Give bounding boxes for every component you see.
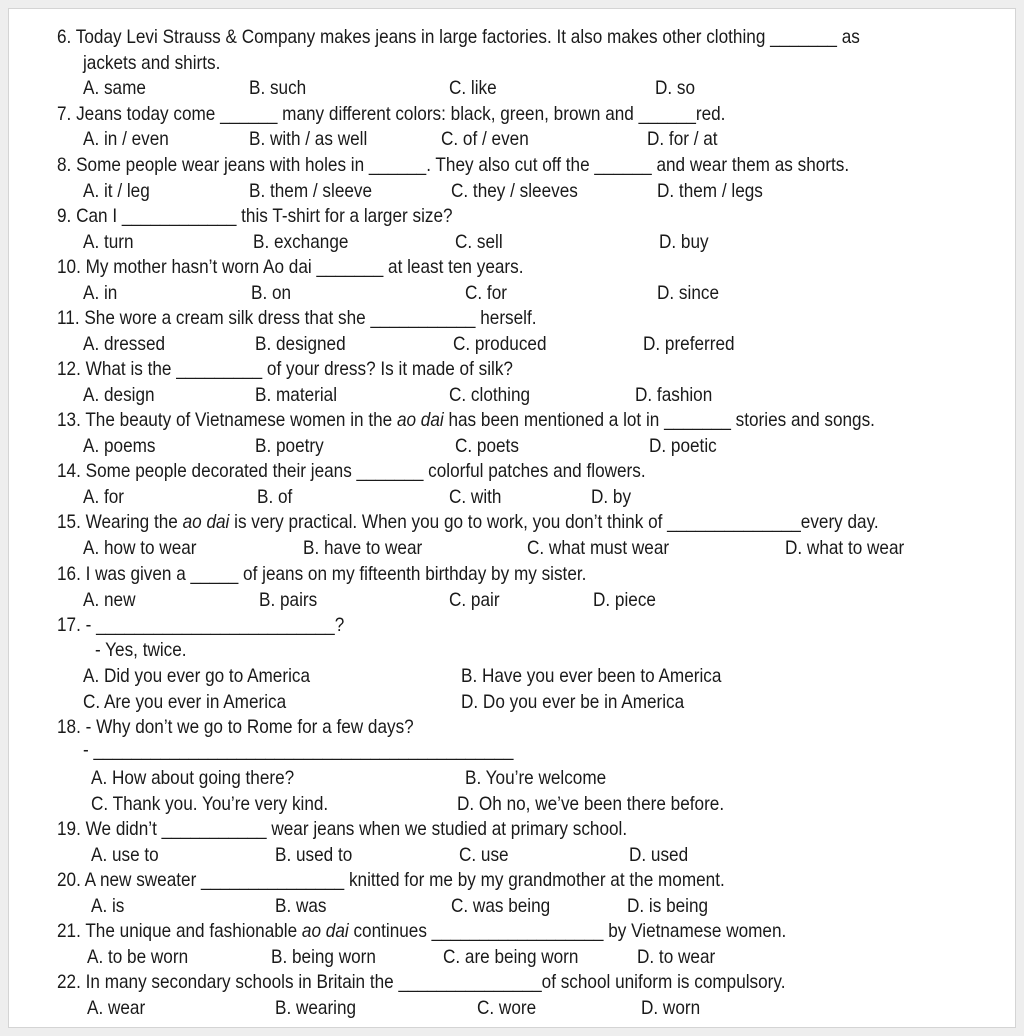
question-20-option-d: D. is being [627, 895, 709, 917]
question-12-option-a: A. design [83, 384, 155, 406]
question-8-option-c: C. they / sleeves [451, 180, 578, 202]
question-18-reply: - ____________________________________________ [83, 739, 514, 761]
question-15-option-b: B. have to wear [303, 537, 423, 559]
question-9-option-b: B. exchange [253, 231, 349, 253]
question-9-option-d: D. buy [659, 231, 709, 253]
question-12-option-c: C. clothing [449, 384, 531, 406]
question-16-option-b: B. pairs [259, 589, 318, 611]
question-7-option-c: C. of / even [441, 128, 529, 150]
question-20-option-b: B. was [275, 895, 327, 917]
question-15-option-a: A. how to wear [83, 537, 197, 559]
question-22-stem: 22. In many secondary schools in Britain the _______________of school uniform is compulsory. [57, 971, 786, 993]
question-11-option-b: B. designed [255, 333, 346, 355]
question-10-stem: 10. My mother hasn’t worn Ao dai _______ at least ten years. [57, 256, 524, 278]
question-14-option-c: C. with [449, 486, 502, 508]
question-17-option-a: A. Did you ever go to America [83, 665, 311, 687]
question-6-stem-continuation: jackets and shirts. [83, 52, 221, 74]
question-21-option-d: D. to wear [637, 946, 716, 968]
question-21-stem: 21. The unique and fashionable ao dai continues __________________ by Vietnamese women. [57, 920, 787, 942]
question-19-option-c: C. use [459, 844, 509, 866]
question-19-stem: 19. We didn’t ___________ wear jeans when we studied at primary school. [57, 818, 628, 840]
question-8-option-a: A. it / leg [83, 180, 150, 202]
question-8-option-b: B. them / sleeve [249, 180, 373, 202]
question-21-option-b: B. being worn [271, 946, 376, 968]
question-10-option-c: C. for [465, 282, 507, 304]
question-7-stem: 7. Jeans today come ______ many different colors: black, green, brown and ______red. [57, 103, 726, 125]
question-19-option-b: B. used to [275, 844, 353, 866]
question-17-option-d: D. Do you ever be in America [461, 691, 685, 713]
question-8-option-d: D. them / legs [657, 180, 763, 202]
question-11-option-c: C. produced [453, 333, 547, 355]
question-14-stem: 14. Some people decorated their jeans _______ colorful patches and flowers. [57, 460, 646, 482]
question-18-option-c: C. Thank you. You’re very kind. [91, 793, 329, 815]
question-11-stem: 11. She wore a cream silk dress that she ___________ herself. [57, 307, 537, 329]
question-16-option-c: C. pair [449, 589, 500, 611]
question-13-stem: 13. The beauty of Vietnamese women in the ao dai has been mentioned a lot in _______ stories and songs. [57, 409, 875, 431]
question-17-option-c: C. Are you ever in America [83, 691, 287, 713]
question-17-reply: - Yes, twice. [95, 639, 187, 661]
question-16-option-a: A. new [83, 589, 136, 611]
question-11-option-a: A. dressed [83, 333, 166, 355]
question-14-option-b: B. of [257, 486, 293, 508]
question-13-option-b: B. poetry [255, 435, 324, 457]
question-9-stem: 9. Can I ____________ this T-shirt for a larger size? [57, 205, 453, 227]
question-22-option-c: C. wore [477, 997, 537, 1019]
question-18-stem: 18. - Why don’t we go to Rome for a few days? [57, 716, 414, 738]
question-18-option-a: A. How about going there? [91, 767, 295, 789]
question-22-option-d: D. worn [641, 997, 701, 1019]
question-6-option-c: C. like [449, 77, 497, 99]
question-17-stem: 17. - _________________________? [57, 614, 345, 636]
question-7-option-d: D. for / at [647, 128, 718, 150]
question-22-option-b: B. wearing [275, 997, 357, 1019]
question-18-option-b: B. You’re welcome [465, 767, 607, 789]
question-19-option-d: D. used [629, 844, 689, 866]
question-13-option-d: D. poetic [649, 435, 717, 457]
question-9-option-c: C. sell [455, 231, 503, 253]
question-13-option-a: A. poems [83, 435, 156, 457]
question-15-stem: 15. Wearing the ao dai is very practical. When you go to work, you don’t think of ______________every day. [57, 511, 879, 533]
question-10-option-b: B. on [251, 282, 292, 304]
question-21-option-a: A. to be worn [87, 946, 189, 968]
question-20-option-a: A. is [91, 895, 125, 917]
question-6-option-b: B. such [249, 77, 307, 99]
worksheet-page [8, 8, 1016, 1028]
question-6-stem: 6. Today Levi Strauss & Company makes jeans in large factories. It also makes other clothing _______ as [57, 26, 860, 48]
question-19-option-a: A. use to [91, 844, 159, 866]
question-16-stem: 16. I was given a _____ of jeans on my fifteenth birthday by my sister. [57, 563, 587, 585]
question-15-option-d: D. what to wear [785, 537, 905, 559]
question-20-option-c: C. was being [451, 895, 551, 917]
question-10-option-d: D. since [657, 282, 719, 304]
question-10-option-a: A. in [83, 282, 118, 304]
question-14-option-d: D. by [591, 486, 632, 508]
question-7-option-a: A. in / even [83, 128, 169, 150]
question-14-option-a: A. for [83, 486, 125, 508]
question-11-option-d: D. preferred [643, 333, 735, 355]
question-21-option-c: C. are being worn [443, 946, 579, 968]
question-12-stem: 12. What is the _________ of your dress? Is it made of silk? [57, 358, 513, 380]
question-22-option-a: A. wear [87, 997, 146, 1019]
question-18-option-d: D. Oh no, we’ve been there before. [457, 793, 725, 815]
question-8-stem: 8. Some people wear jeans with holes in ______. They also cut off the ______ and wear them as shorts. [57, 154, 850, 176]
question-7-option-b: B. with / as well [249, 128, 368, 150]
question-6-option-a: A. same [83, 77, 146, 99]
question-16-option-d: D. piece [593, 589, 656, 611]
question-6-option-d: D. so [655, 77, 696, 99]
question-9-option-a: A. turn [83, 231, 134, 253]
question-12-option-d: D. fashion [635, 384, 713, 406]
question-15-option-c: C. what must wear [527, 537, 670, 559]
question-20-stem: 20. A new sweater _______________ knitted for me by my grandmother at the moment. [57, 869, 725, 891]
question-12-option-b: B. material [255, 384, 338, 406]
question-17-option-b: B. Have you ever been to America [461, 665, 722, 687]
question-13-option-c: C. poets [455, 435, 519, 457]
